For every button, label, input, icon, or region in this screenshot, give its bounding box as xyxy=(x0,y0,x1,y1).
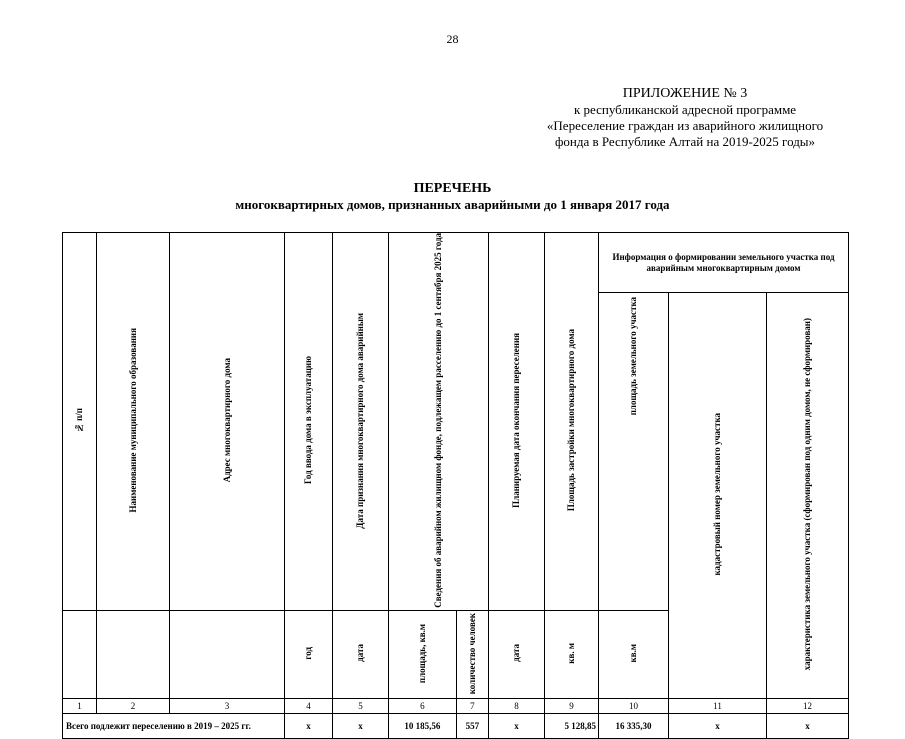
header-land-info: Информация о формировании земельного участка под аварийным многоквартирным домом xyxy=(599,233,849,293)
header-num: № п/п xyxy=(63,233,97,611)
header-land-area: площадь земельного участка xyxy=(599,293,669,611)
col-number: 4 xyxy=(285,698,333,713)
col-number: 8 xyxy=(489,698,545,713)
header-cadastral: кадастровый номер земельного участка xyxy=(669,293,767,699)
subheader-date: дата xyxy=(333,610,389,698)
total-people: 557 xyxy=(456,713,488,738)
appendix-line-1: к республиканской адресной программе xyxy=(573,102,797,117)
subheader-spacer-2 xyxy=(97,610,170,698)
header-address: Адрес многоквартирного дома xyxy=(170,233,285,611)
header-municipality: Наименование муниципального образования xyxy=(97,233,170,611)
header-planned-end: Планируемая дата окончания переселения xyxy=(489,233,545,611)
total-cadastral: х xyxy=(669,713,767,738)
header-year-built: Год ввода дома в эксплуатацию xyxy=(285,233,333,611)
subheader-sqm: кв. м xyxy=(545,610,599,698)
total-building-area: 5 128,85 xyxy=(545,713,599,738)
col-number: 11 xyxy=(669,698,767,713)
document-subtitle: многоквартирных домов, признанных аварийными до 1 января 2017 года xyxy=(235,197,670,212)
appendix-title: ПРИЛОЖЕНИЕ № 3 xyxy=(622,86,748,101)
col-number: 3 xyxy=(170,698,285,713)
header-date-recognized: Дата признания многоквартирного дома аварийным xyxy=(333,233,389,611)
col-number: 5 xyxy=(333,698,389,713)
total-planned: х xyxy=(489,713,545,738)
houses-table xyxy=(62,232,849,739)
houses-table-wrapper xyxy=(62,232,849,739)
subheader-sqm2: кв.м xyxy=(599,610,669,698)
header-fund-info: Сведения об аварийном жилищном фонде, подлежащем расселению до 1 сентября 2025 года xyxy=(389,233,489,611)
total-year: х xyxy=(285,713,333,738)
appendix-line-2: «Переселение граждан из аварийного жилищного xyxy=(546,118,824,133)
column-number-row xyxy=(63,698,849,713)
col-number: 7 xyxy=(456,698,488,713)
col-number: 2 xyxy=(97,698,170,713)
total-date: х xyxy=(333,713,389,738)
document-heading xyxy=(0,181,905,213)
col-number: 9 xyxy=(545,698,599,713)
total-area: 10 185,56 xyxy=(389,713,457,738)
document-title: ПЕРЕЧЕНЬ xyxy=(413,181,492,196)
header-building-area: Площадь застройки многоквартирного дома xyxy=(545,233,599,611)
appendix-block xyxy=(520,86,850,150)
total-row xyxy=(63,713,849,738)
subheader-people: количество человек xyxy=(456,610,488,698)
col-number: 12 xyxy=(767,698,849,713)
col-number: 6 xyxy=(389,698,457,713)
total-land-area: 16 335,30 xyxy=(599,713,669,738)
col-number: 1 xyxy=(63,698,97,713)
subheader-year: год xyxy=(285,610,333,698)
total-label: Всего подлежит переселению в 2019 – 2025 гг. xyxy=(63,713,285,738)
page-number: 28 xyxy=(446,32,459,46)
subheader-spacer-3 xyxy=(170,610,285,698)
subheader-date2: дата xyxy=(489,610,545,698)
appendix-line-3: фонда в Республике Алтай на 2019-2025 годы» xyxy=(554,134,816,149)
total-land-char: х xyxy=(767,713,849,738)
subheader-spacer-1 xyxy=(63,610,97,698)
subheader-area-sqm: площадь, кв.м xyxy=(389,610,457,698)
header-land-char: характеристика земельного участка (сформирован под одним домом, не сформирован) xyxy=(767,293,849,699)
col-number: 10 xyxy=(599,698,669,713)
